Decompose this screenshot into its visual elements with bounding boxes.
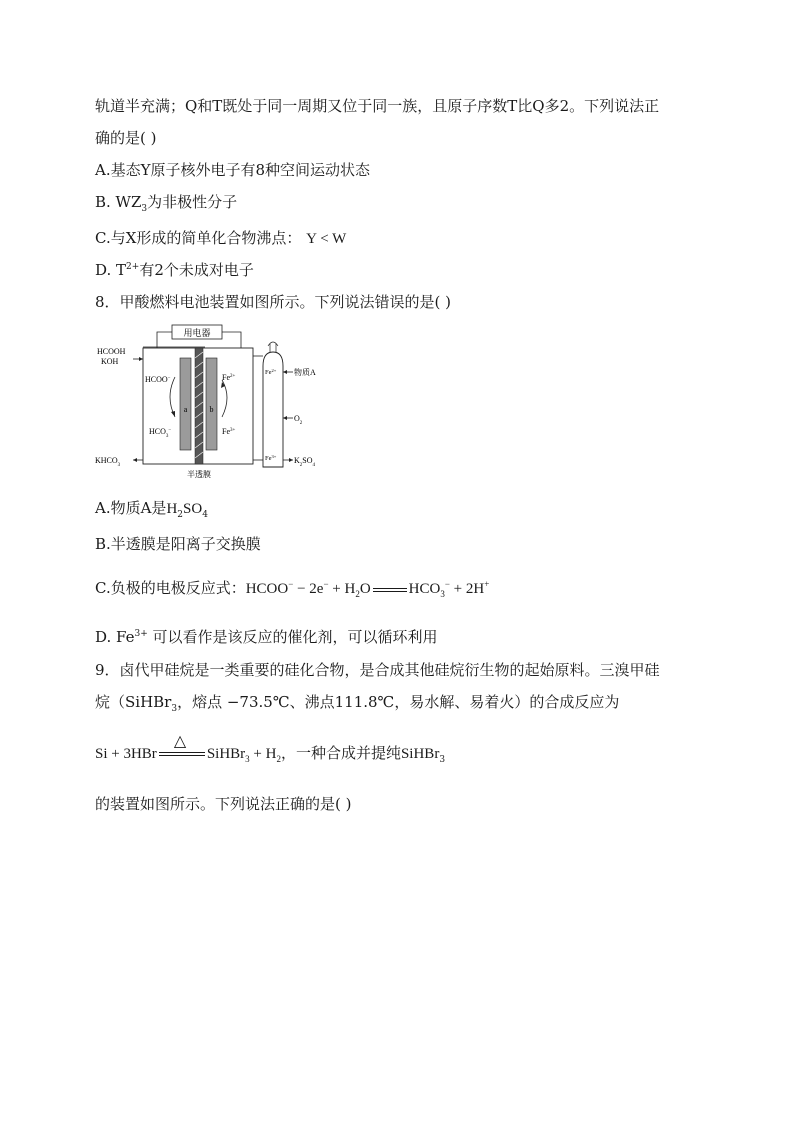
membrane: [195, 348, 203, 464]
q7-option-c: C.与X形成的简单化合物沸点： Y < W: [95, 229, 347, 247]
svg-text:Fe3+: $Fe^{3+}$: [222, 427, 236, 436]
svg-text:O2: $O_2$: [294, 414, 303, 426]
q9-stem-line-1: 9．卤代甲硅烷是一类重要的硅化合物，是合成其他硅烷衍生物的起始原料。三溴甲硅: [95, 661, 660, 679]
q8-option-c: C.负极的电极反应式：HCOO− − $2e^- + H_2O$ $HCO_3^- + 2H^+$: [95, 579, 490, 599]
membrane-label: 半透膜: [187, 470, 211, 479]
electrode-b: [206, 358, 217, 450]
q8-option-a: A.物质A是$H_2SO_4$: [95, 499, 208, 520]
svg-text:KOH: KOH: [101, 357, 119, 366]
svg-text:HCO3−: $HCO_3^-$: [149, 427, 172, 439]
svg-text:KHCO3: $KHCO_3$: [95, 456, 121, 468]
q8-option-d: D. $Fe^{3+}$ 可以看作是该反应的催化剂，可以循环利用: [95, 628, 438, 646]
svg-text:HCOOH: HCOOH: [97, 347, 126, 356]
svg-text:HCOO−: HCOO−: [145, 375, 171, 384]
fuel-cell-diagram: [95, 322, 330, 480]
q9-stem-line-4: 的装置如图所示。下列说法正确的是( ): [95, 795, 352, 813]
svg-text:Fe2+: $Fe^{2+}$: [222, 373, 236, 382]
svg-text:Fe3+: $Fe^{3+}$: [265, 454, 277, 462]
q9-stem-line-2: 烷（SiHBr$_3$，熔点 −73.5℃、沸点111.8℃，易水解、易着火）的合成反应为: [95, 693, 620, 714]
svg-text:Fe2+: $Fe^{2+}$: [265, 368, 277, 376]
q8-option-b: B.半透膜是阳离子交换膜: [95, 535, 261, 553]
svg-text:b: b: [209, 405, 214, 414]
q7-stem-line-2: 确的是( ): [95, 129, 157, 147]
q7-option-a: A.基态Y原子核外电子有8种空间运动状态: [95, 161, 371, 179]
electrode-a: [180, 358, 191, 450]
q7-option-b: B. $WZ_3$为非极性分子: [95, 193, 238, 214]
svg-text:K2SO4: $K_2SO_4$: [294, 456, 316, 468]
svg-text:a: a: [183, 405, 188, 414]
q8-stem: 8．甲酸燃料电池装置如图所示。下列说法错误的是( ): [95, 293, 452, 311]
svg-text:物质A: 物质A: [294, 368, 316, 377]
q9-equation-line: Si + 3HBr △ SiHBr$_3$ + $H_2$，一种合成并提纯SiHBr$_3$: [95, 731, 446, 765]
q7-stem-line-1: 轨道半充满；Q和T既处于同一周期又位于同一族，且原子序数T比Q多2。下列说法正: [95, 97, 660, 115]
device-label: 用电器: [183, 328, 211, 338]
q7-option-d: D. $T^{2+}$有2个未成对电子: [95, 261, 254, 279]
